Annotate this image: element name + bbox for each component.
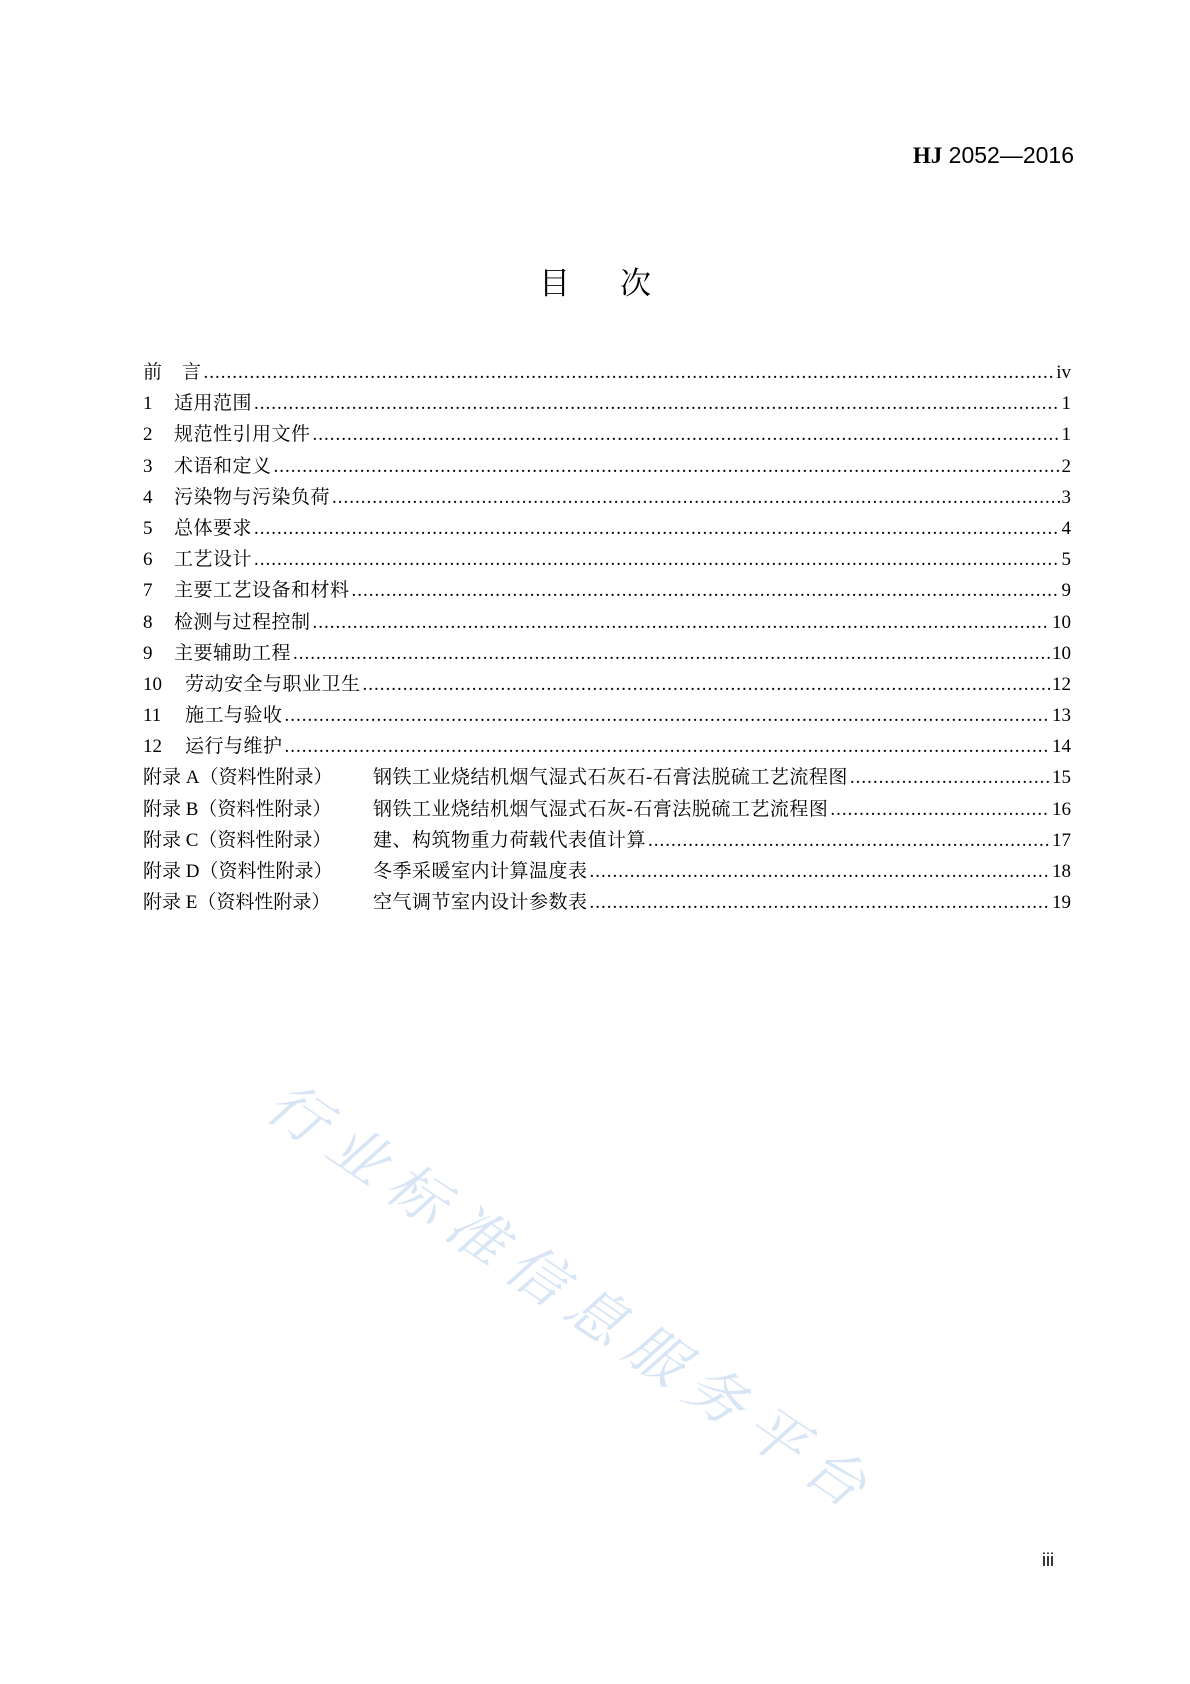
appendix-page: 19 — [1052, 892, 1071, 914]
appendix-label: 钢铁工业烧结机烟气湿式石灰石-石膏法脱硫工艺流程图 — [373, 767, 848, 789]
appendix-page: 18 — [1052, 861, 1071, 882]
standard-code — [913, 142, 1074, 169]
toc-item-label: 总体要求 — [174, 517, 253, 539]
toc-item-4[interactable] — [143, 482, 1071, 513]
toc-item-number: 6 — [143, 549, 153, 571]
page-number: iii — [1042, 1550, 1054, 1570]
toc-appendix-e[interactable] — [143, 887, 1071, 918]
appendix-page: 15 — [1052, 767, 1071, 789]
leader-dots — [285, 700, 1050, 731]
toc-appendix-a[interactable] — [143, 762, 1071, 793]
toc-item-page: 2 — [1061, 455, 1071, 477]
toc-item-5[interactable] — [143, 513, 1071, 544]
toc-item-number: 11 — [143, 705, 162, 727]
toc-item-number: 5 — [143, 517, 153, 539]
toc-item-number: 9 — [143, 642, 153, 664]
toc-item-label: 劳动安全与职业卫生 — [185, 673, 361, 695]
toc-item-page: 10 — [1052, 611, 1071, 633]
appendix-label: 钢铁工业烧结机烟气湿式石灰-石膏法脱硫工艺流程图 — [373, 798, 829, 820]
leader-dots — [204, 357, 1055, 388]
leader-dots — [590, 887, 1050, 918]
toc-item-number: 2 — [143, 424, 153, 446]
leader-dots — [313, 607, 1050, 638]
leader-dots — [363, 669, 1050, 700]
toc-item-1[interactable] — [143, 388, 1071, 419]
standard-number: 2052—2016 — [942, 142, 1074, 168]
toc-item-number: 8 — [143, 611, 153, 633]
standard-prefix: HJ — [912, 143, 943, 168]
toc-item-foreword[interactable] — [143, 357, 1071, 388]
toc-item-label: 适用范围 — [174, 393, 253, 415]
appendix-prefix: 附录 B（资料性附录） — [143, 798, 332, 820]
toc-item-label: 前 言 — [143, 362, 202, 383]
toc-item-page: 14 — [1052, 736, 1071, 758]
toc-item-3[interactable] — [143, 451, 1071, 482]
toc-item-label: 运行与维护 — [185, 736, 283, 758]
leader-dots — [254, 544, 1059, 575]
toc-appendix-d[interactable] — [143, 856, 1071, 887]
leader-dots — [285, 731, 1050, 762]
toc-item-label: 检测与过程控制 — [174, 611, 311, 633]
table-of-contents — [143, 357, 1071, 918]
appendix-prefix: 附录 A（资料性附录） — [143, 767, 333, 789]
toc-item-page: 4 — [1061, 517, 1071, 539]
toc-item-number: 12 — [143, 736, 162, 758]
appendix-prefix: 附录 C（资料性附录） — [143, 829, 332, 851]
toc-item-11[interactable] — [143, 700, 1071, 731]
toc-item-page: 1 — [1061, 393, 1071, 415]
appendix-label: 空气调节室内设计参数表 — [373, 892, 588, 914]
leader-dots — [293, 638, 1050, 669]
appendix-prefix: 附录 E（资料性附录） — [143, 892, 331, 914]
toc-item-label: 术语和定义 — [174, 455, 272, 477]
toc-item-7[interactable] — [143, 575, 1071, 606]
toc-item-8[interactable] — [143, 607, 1071, 638]
leader-dots — [830, 794, 1050, 825]
leader-dots — [254, 513, 1059, 544]
page-title: 目次 — [539, 266, 701, 302]
leader-dots — [332, 482, 1059, 513]
leader-dots — [648, 825, 1050, 856]
leader-dots — [850, 762, 1050, 793]
toc-item-label: 规范性引用文件 — [174, 424, 311, 446]
appendix-page: 16 — [1052, 798, 1071, 820]
toc-item-number: 4 — [143, 486, 153, 508]
toc-appendix-b[interactable] — [143, 794, 1071, 825]
toc-item-page: iv — [1056, 362, 1071, 383]
toc-item-number: 3 — [143, 455, 153, 477]
toc-item-page: 10 — [1052, 642, 1071, 664]
appendix-label: 冬季采暖室内计算温度表 — [373, 861, 588, 882]
toc-item-label: 污染物与污染负荷 — [174, 486, 331, 508]
toc-item-12[interactable] — [143, 731, 1071, 762]
toc-item-label: 主要辅助工程 — [174, 642, 292, 664]
toc-item-page: 9 — [1061, 580, 1071, 602]
appendix-prefix: 附录 D（资料性附录） — [143, 861, 333, 882]
toc-item-2[interactable] — [143, 419, 1071, 450]
toc-appendix-c[interactable] — [143, 825, 1071, 856]
toc-item-number: 10 — [143, 673, 162, 695]
leader-dots — [352, 575, 1060, 606]
appendix-label: 建、构筑物重力荷载代表值计算 — [373, 829, 647, 851]
toc-item-label: 工艺设计 — [174, 549, 253, 571]
leader-dots — [313, 419, 1060, 450]
toc-item-number: 1 — [143, 393, 153, 415]
appendix-page: 17 — [1052, 829, 1071, 851]
watermark: 行业标准信息服务平台 — [254, 1068, 890, 1528]
leader-dots — [274, 451, 1060, 482]
toc-item-label: 施工与验收 — [185, 705, 283, 727]
toc-item-page: 13 — [1052, 705, 1071, 727]
toc-item-9[interactable] — [143, 638, 1071, 669]
toc-item-page: 12 — [1052, 673, 1071, 695]
toc-item-number: 7 — [143, 580, 153, 602]
toc-item-page: 5 — [1061, 549, 1071, 571]
toc-item-page: 1 — [1061, 424, 1071, 446]
leader-dots — [590, 856, 1050, 887]
toc-item-10[interactable] — [143, 669, 1071, 700]
toc-item-6[interactable] — [143, 544, 1071, 575]
leader-dots — [254, 388, 1059, 419]
toc-item-page: 3 — [1061, 486, 1071, 508]
toc-item-label: 主要工艺设备和材料 — [174, 580, 350, 602]
